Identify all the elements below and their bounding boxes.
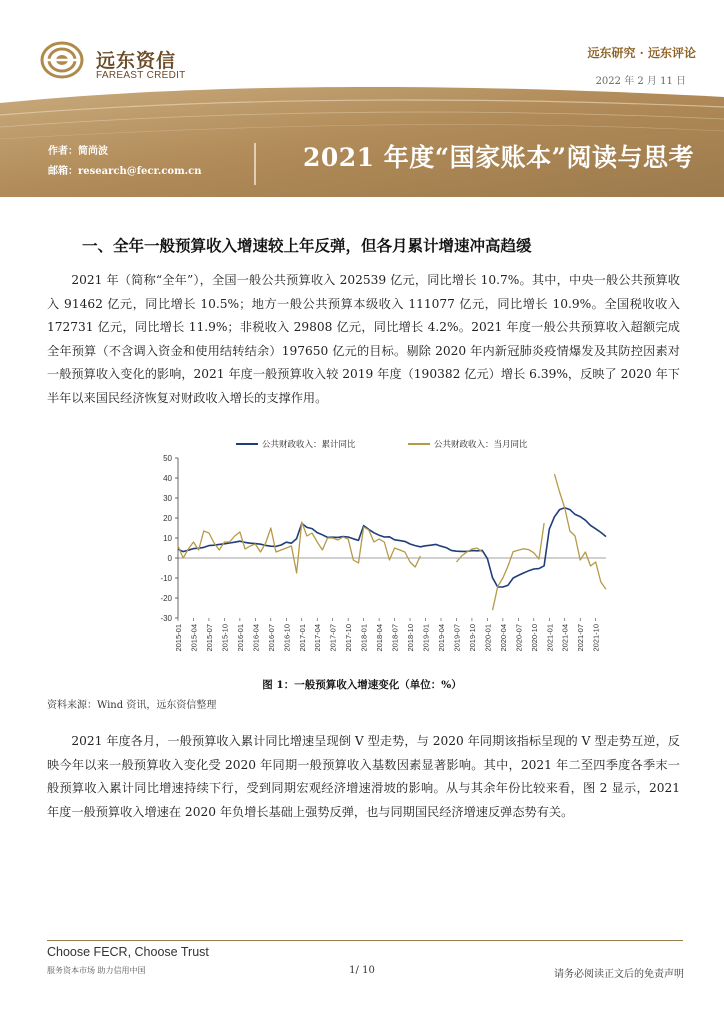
x-tick-label: 2017-04 <box>313 624 323 652</box>
series-line-0 <box>178 508 606 587</box>
x-tick-label: 2021-04 <box>560 624 570 652</box>
x-tick-label: 2021-10 <box>591 624 601 652</box>
chart-legend <box>236 439 528 450</box>
footer-disclaimer: 请务必阅读正文后的免责声明 <box>554 969 684 980</box>
x-tick-label: 2017-01 <box>297 624 307 652</box>
x-tick-label: 2018-07 <box>390 624 400 652</box>
y-tick-label: 30 <box>163 494 172 503</box>
y-tick-label: -30 <box>160 614 172 623</box>
y-tick-label: -20 <box>160 594 172 603</box>
y-tick-label: 0 <box>167 554 172 563</box>
x-tick-label: 2015-04 <box>189 624 199 652</box>
x-tick-label: 2019-01 <box>421 624 431 652</box>
x-tick-label: 2018-04 <box>375 624 385 652</box>
report-title: 2021 年度“国家账本”阅读与思考 <box>302 143 694 172</box>
figure-caption: 图 1：一般预算收入增速变化（单位：%） <box>262 679 462 691</box>
paragraph-1: 2021 年（简称“全年”），全国一般公共预算收入 202539 亿元，同比增长 10.7%。其中，中央一般公共预算收入 91462 亿元，同比增长 10.5%；地方一般公共预算本级收入 111077 亿元，同比增长 10.9%。全国税收收入 172731 亿元，同比增长 11.9%；非税收入 29808 亿元，同比增长 4.2%。2021 年度一般公共预算收入超额完成全年预算（不含调入资金和使用结转结余）197650 亿元的目标。剔除 2020 年内新冠肺炎疫情爆发及其防控因素对一般预算收入变化的影响，2021 年度一般预算收入较 2019 年度（190382 亿元）增长 6.39%，反映了 2020 年下半年以来国民经济恢复对财政收入增长的支撑作用。 <box>47 273 680 405</box>
page-number: 1/ 10 <box>349 965 375 976</box>
y-tick-label: 20 <box>163 514 172 523</box>
x-tick-label: 2016-01 <box>235 624 245 652</box>
footer-subslogan: 服务资本市场 助力信用中国 <box>47 966 146 975</box>
x-tick-label: 2015-07 <box>204 624 214 652</box>
x-tick-label: 2015-10 <box>220 624 230 652</box>
x-tick-label: 2019-04 <box>436 624 446 652</box>
x-tick-label: 2017-10 <box>344 624 354 652</box>
x-tick-label: 2019-07 <box>452 624 462 652</box>
x-tick-label: 2019-10 <box>467 624 477 652</box>
y-tick-label: 50 <box>163 454 172 463</box>
y-tick-label: -10 <box>160 574 172 583</box>
y-tick-label: 10 <box>163 534 172 543</box>
x-tick-label: 2021-07 <box>576 624 586 652</box>
x-tick-label: 2020-04 <box>498 624 508 652</box>
x-tick-label: 2020-10 <box>529 624 539 652</box>
section-heading: 一、全年一般预算收入增速较上年反弹，但各月累计增速冲高趋缓 <box>82 237 532 255</box>
x-tick-label: 2016-07 <box>266 624 276 652</box>
report-date: 2022 年 2 月 11 日 <box>595 76 686 87</box>
x-tick-label: 2020-07 <box>514 624 524 652</box>
x-tick-label: 2016-04 <box>251 624 261 652</box>
brand-name-en: FAREAST CREDIT <box>96 70 186 81</box>
x-tick-label: 2015-01 <box>174 624 183 652</box>
author: 作者：简尚波 <box>48 146 108 157</box>
x-tick-label: 2018-01 <box>359 624 369 652</box>
x-tick-label: 2017-07 <box>328 624 338 652</box>
paragraph-2: 2021 年度各月，一般预算收入累计同比增速呈现倒 V 型走势，与 2020 年同期该指标呈现的 V 型走势互逆，反映今年以来一般预算收入变化受 2020 年同期一般预算收入基数因素显著影响。其中，2021 年二至四季度各季末一般预算收入累计同比增速持续下行，受到同期宏观经济增速滑坡的影响。从与其余年份比较来看，图 2 显示，2021 年度一般预算收入增速在 2020 年负增长基础上强势反弹，也与同期国民经济增速反弹态势有关。 <box>47 734 680 819</box>
budget-revenue-growth-chart <box>140 432 620 672</box>
legend-label-1: 公共财政收入：当月同比 <box>434 440 528 450</box>
x-tick-label: 2018-10 <box>406 624 416 652</box>
y-tick-label: 40 <box>163 474 172 483</box>
figure-source: 资料来源：Wind 资讯，远东资信整理 <box>47 700 217 711</box>
report-series: 远东研究 · 远东评论 <box>587 46 696 60</box>
author-email: 邮箱：research@fecr.com.cn <box>48 166 202 177</box>
x-tick-label: 2016-10 <box>282 624 292 652</box>
x-tick-label: 2020-01 <box>483 624 493 652</box>
legend-label-0: 公共财政收入：累计同比 <box>262 440 356 450</box>
fareast-logo-icon <box>40 40 100 80</box>
x-tick-label: 2021-01 <box>545 624 555 652</box>
brand-name-cn: 远东资信 <box>96 50 177 72</box>
footer-slogan: Choose FECR, Choose Trust <box>47 945 209 959</box>
footer-divider <box>47 940 683 941</box>
